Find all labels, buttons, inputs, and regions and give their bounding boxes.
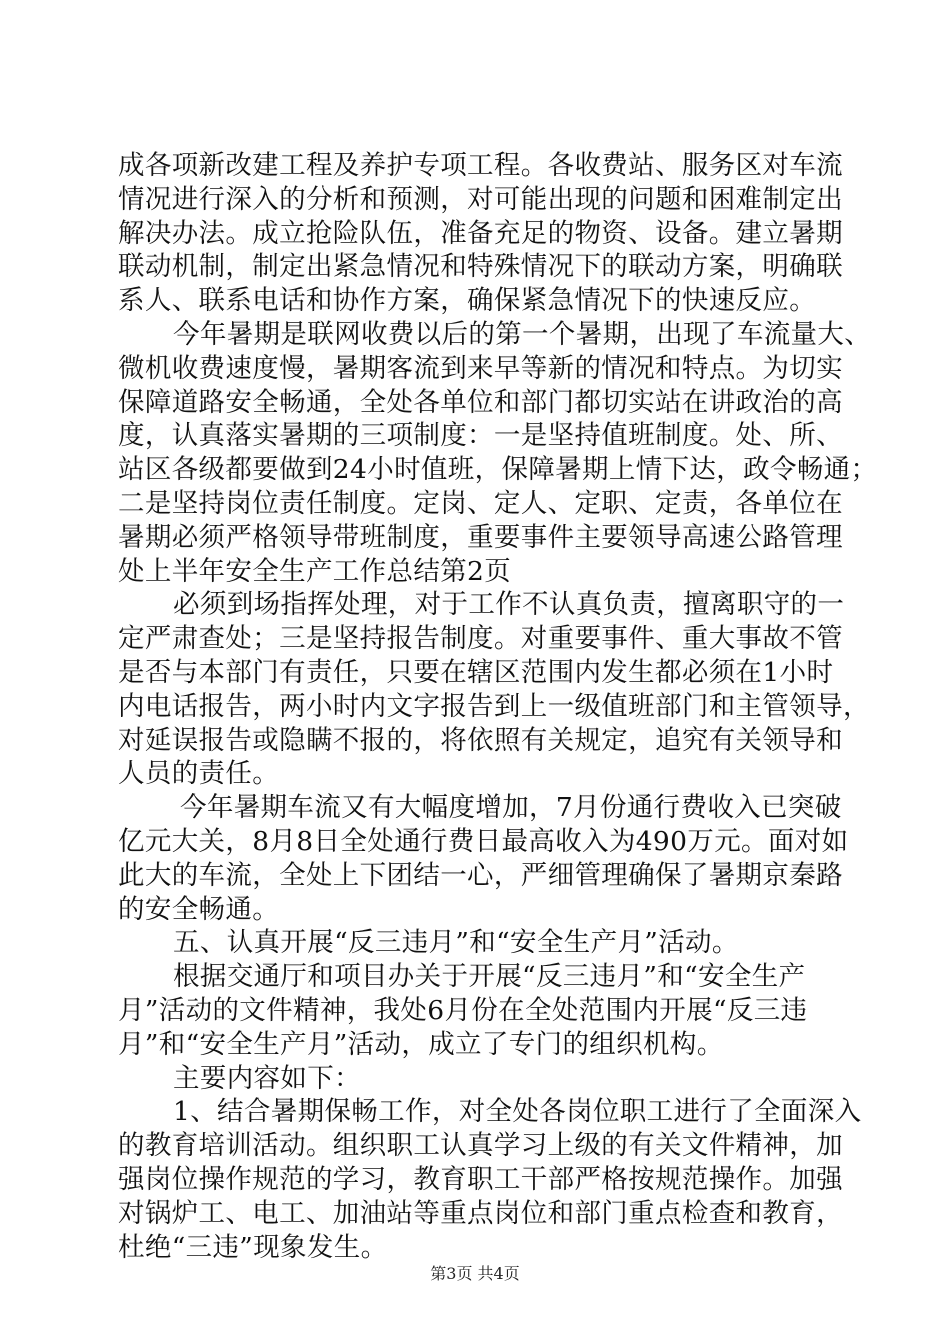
text-line: 系人、联系电话和协作方案，确保紧急情况下的快速反应。 [118, 285, 817, 317]
text-line: 二是坚持岗位责任制度。定岗、定人、定职、定责，各单位在 [118, 488, 843, 519]
text-line: 处上半年安全生产工作总结第2页 [118, 555, 512, 587]
section-heading: 五、认真开展“反三违月”和“安全生产月”活动。 [173, 927, 739, 959]
text-line: 杜绝“三违”现象发生。 [118, 1231, 388, 1263]
text-line: 月”和“安全生产月”活动，成立了专门的组织机构。 [118, 1028, 724, 1060]
text-line: 微机收费速度慢，暑期客流到来早等新的情况和特点。为切实 [118, 352, 843, 384]
paragraph-first-line: 1、结合暑期保畅工作，对全处各岗位职工进行了全面深入 [173, 1096, 862, 1128]
text-line: 暑期必须严格领导带班制度，重要事件主要领导高速公路管理 [118, 521, 843, 553]
text-line: 的教育培训活动。组织职工认真学习上级的有关文件精神，加 [118, 1130, 843, 1162]
text-line: 是否与本部门有责任，只要在辖区范围内发生都必须在1小时 [118, 657, 834, 688]
text-line: 联动机制，制定出紧急情况和特殊情况下的联动方案，明确联 [118, 251, 843, 283]
text-line: 保障道路安全畅通，全处各单位和部门都切实站在讲政治的高 [118, 386, 843, 418]
text-line: 此大的车流，全处上下团结一心，严细管理确保了暑期京秦路 [118, 859, 843, 891]
text-line: 人员的责任。 [118, 758, 280, 790]
text-line: 度，认真落实暑期的三项制度：一是坚持值班制度。处、所、 [118, 420, 843, 452]
text-line: 解决办法。成立抢险队伍，准备充足的物资、设备。建立暑期 [118, 217, 843, 249]
text-line: 对延误报告或隐瞒不报的，将依照有关规定，追究有关领导和 [118, 724, 843, 756]
text-line: 成各项新改建工程及养护专项工程。各收费站、服务区对车流 [118, 150, 843, 181]
text-line: 情况进行深入的分析和预测，对可能出现的问题和困难制定出 [118, 183, 843, 215]
paragraph-first-line: 今年暑期车流又有大幅度增加，7月份通行费收入已突破 [180, 792, 842, 824]
text-line: 强岗位操作规范的学习，教育职工干部严格按规范操作。加强 [118, 1164, 843, 1195]
paragraph-first-line: 必须到场指挥处理，对于工作不认真负责，擅离职守的一 [173, 589, 845, 621]
paragraph-first-line: 今年暑期是联网收费以后的第一个暑期，出现了车流量大、 [173, 319, 872, 350]
paragraph-first-line: 主要内容如下： [173, 1062, 361, 1094]
text-line: 站区各级都要做到24小时值班，保障暑期上情下达，政令畅通； [118, 454, 878, 486]
text-line: 对锅炉工、电工、加油站等重点岗位和部门重点检查和教育， [118, 1197, 843, 1229]
paragraph-first-line: 根据交通厅和项目办关于开展“反三违月”和“安全生产 [173, 961, 806, 993]
page-number-footer: 第3页 共4页 [430, 1264, 520, 1283]
text-line: 的安全畅通。 [118, 893, 280, 925]
text-line: 定严肃查处；三是坚持报告制度。对重要事件、重大事故不管 [118, 623, 843, 655]
text-line: 内电话报告，两小时内文字报告到上一级值班部门和主管领导， [118, 690, 870, 722]
text-line: 亿元大关，8月8日全处通行费日最高收入为490万元。面对如 [118, 826, 849, 857]
text-line: 月”活动的文件精神，我处6月份在全处范围内开展“反三违 [118, 995, 808, 1026]
